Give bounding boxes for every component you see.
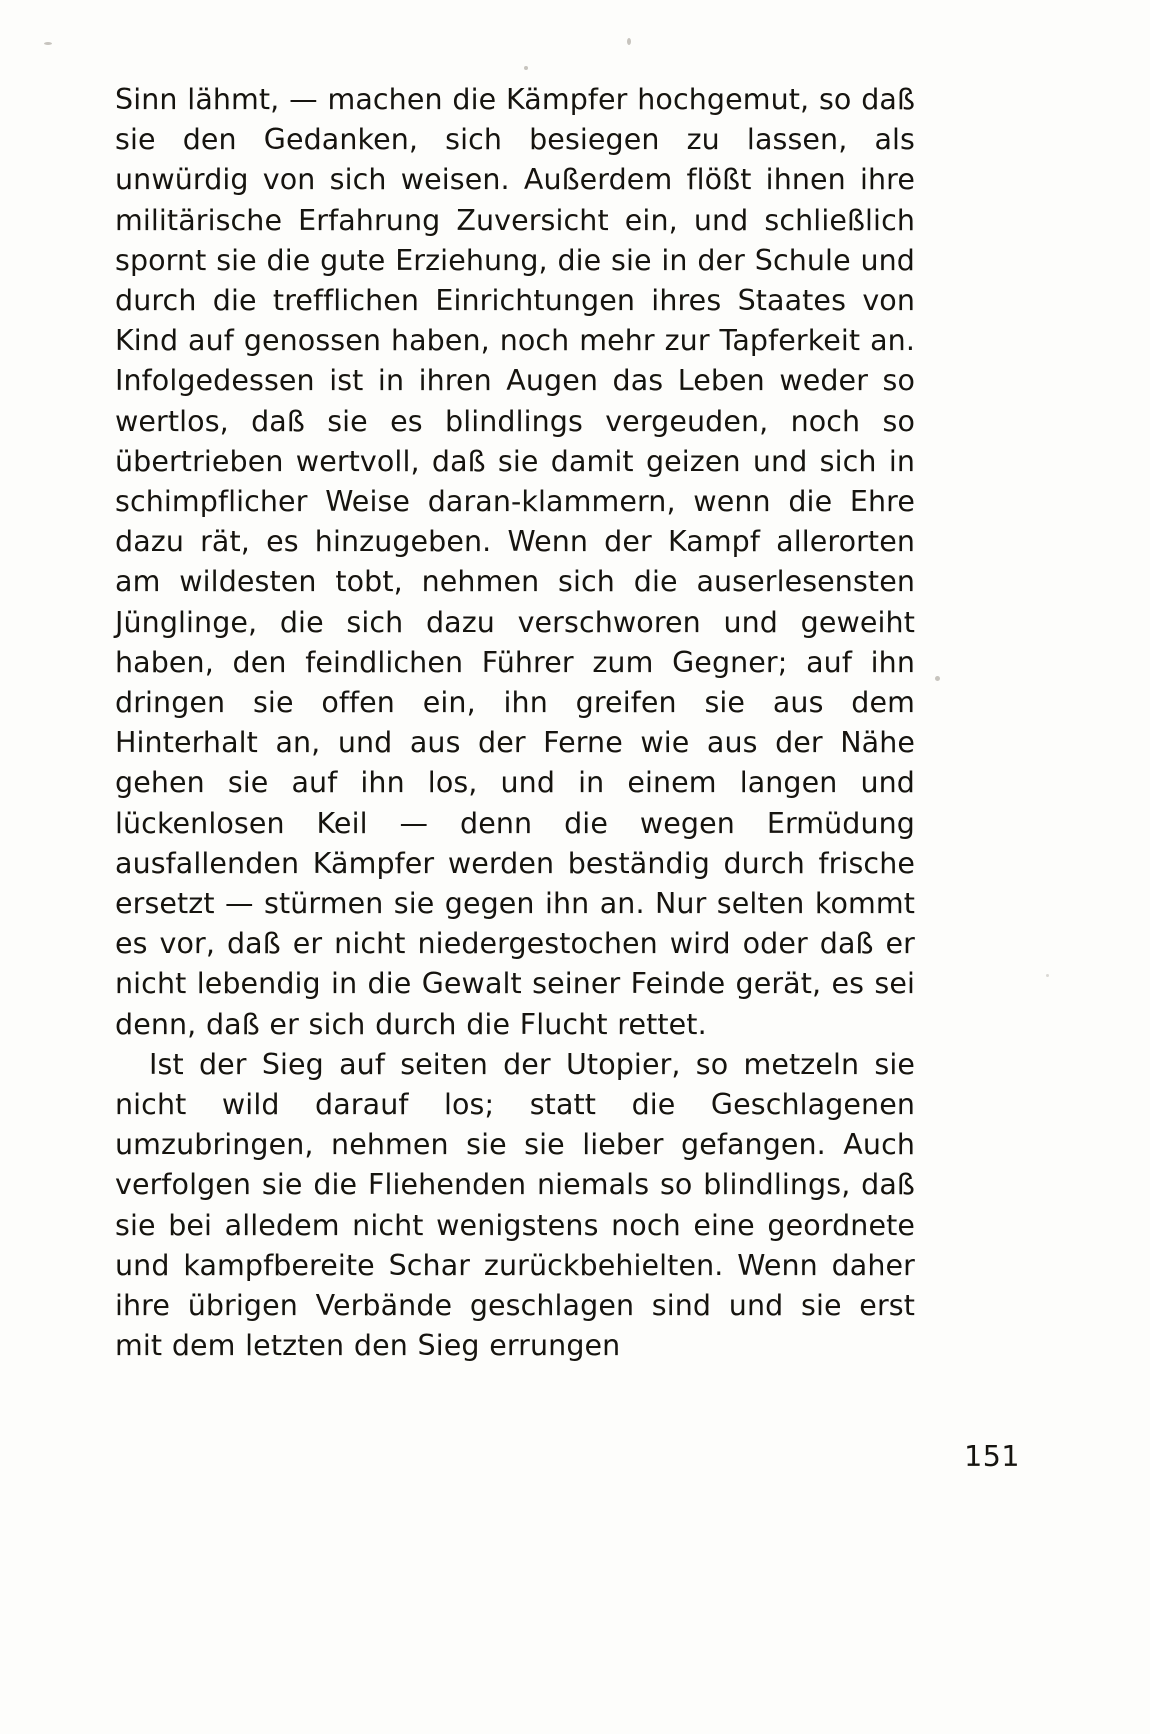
print-speck	[1046, 974, 1049, 977]
page-number: 151	[964, 1440, 1020, 1473]
paragraph-2: Ist der Sieg auf seiten der Utopier, so metzeln sie nicht wild darauf los; statt die Geschlagenen umzubringen, nehmen sie sie lieber gefangen. Auch verfolgen sie die Fliehenden niemals so blindlings, daß sie bei alledem nicht wenigstens noch eine geordnete und kampfbereite Schar zurückbehielten. Wenn daher ihre übrigen Verbände geschlagen sind und sie erst mit dem letzten den Sieg errungen	[115, 1047, 915, 1363]
print-speck	[935, 676, 940, 681]
body-text	[115, 80, 915, 1367]
print-speck	[627, 38, 631, 45]
print-speck	[524, 66, 528, 70]
paragraph-1: Sinn lähmt, — machen die Kämpfer hochgemut, so daß sie den Gedanken, sich besiegen zu lassen, als unwürdig von sich weisen. Außerdem flößt ihnen ihre militärische Erfahrung Zuversicht ein, und schließlich spornt sie die gute Erziehung, die sie in der Schule und durch die trefflichen Einrichtungen ihres Staates von Kind auf genossen haben, noch mehr zur Tapferkeit an. Infolgedessen ist in ihren Augen das Leben weder so wertlos, daß sie es blindlings vergeuden, noch so übertrieben wertvoll, daß sie damit geizen und sich in schimpflicher Weise daran-klammern, wenn die Ehre dazu rät, es hinzugeben. Wenn der Kampf allerorten am wildesten tobt, nehmen sich die auserlesensten Jünglinge, die sich dazu verschworen und geweiht haben, den feindlichen Führer zum Gegner; auf ihn dringen sie offen ein, ihn greifen sie aus dem Hinterhalt an, und aus der Ferne wie aus der Nähe gehen sie auf ihn los, und in einem langen und lückenlosen Keil — denn die wegen Ermüdung ausfallenden Kämpfer werden beständig durch frische ersetzt — stürmen sie gegen ihn an. Nur selten kommt es vor, daß er nicht niedergestochen wird oder daß er nicht lebendig in die Gewalt seiner Feinde gerät, es sei denn, daß er sich durch die Flucht rettet.	[115, 83, 915, 1041]
print-speck	[44, 42, 52, 45]
